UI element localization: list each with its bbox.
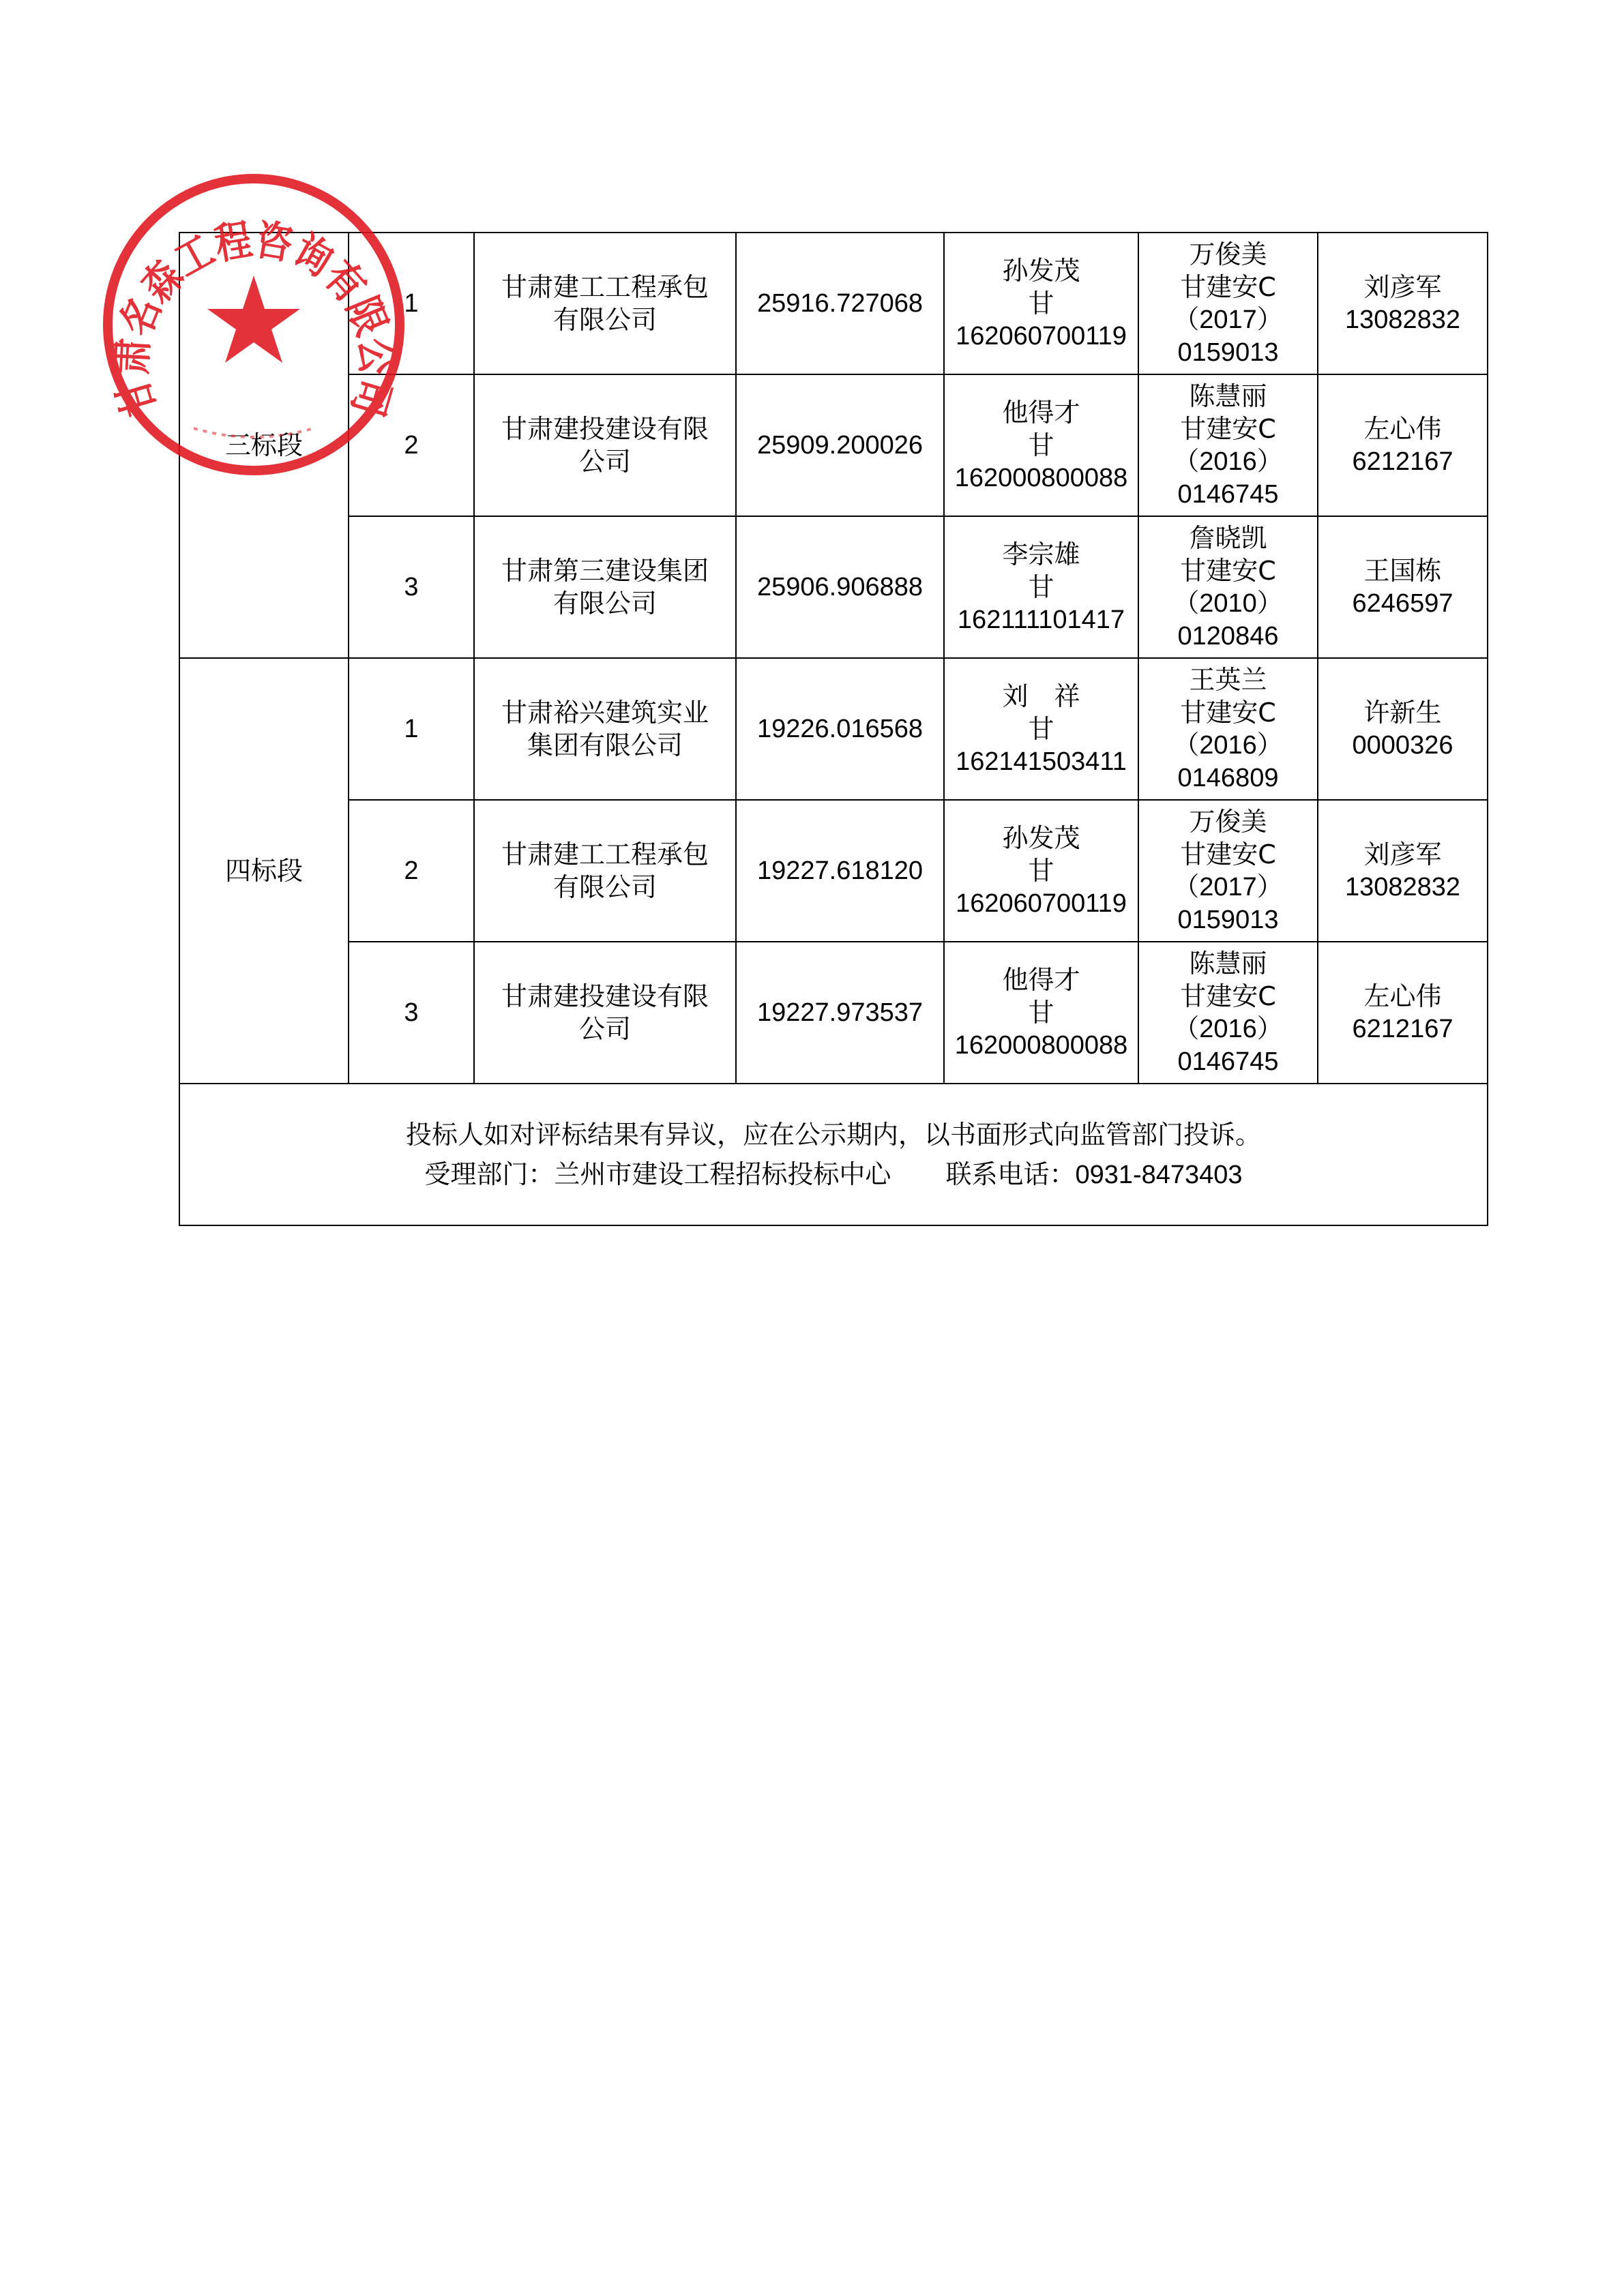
company-cell: 甘肃建投建设有限公司 [474, 374, 736, 516]
safety-officer-cell: 万俊美 甘建安C （2017） 0159013 [1138, 800, 1318, 942]
tech-lead-cell: 许新生 0000326 [1318, 658, 1488, 800]
company-seal-stamp [97, 168, 411, 481]
manager-cell: 孙发茂 甘 162060700119 [944, 233, 1138, 374]
company-cell: 甘肃建工工程承包有限公司 [474, 233, 736, 374]
seal-text: 甘肃名森工程咨询有限公司 [105, 213, 402, 428]
rank-cell: 2 [349, 800, 474, 942]
price-cell: 25916.727068 [736, 233, 944, 374]
manager-cell: 他得才 甘 162000800088 [944, 942, 1138, 1084]
section-label: 四标段 [179, 658, 349, 1084]
table-row [179, 516, 1488, 658]
rank-cell: 3 [349, 942, 474, 1084]
safety-officer-cell: 万俊美 甘建安C （2017） 0159013 [1138, 233, 1318, 374]
safety-officer-cell: 詹晓凯 甘建安C （2010） 0120846 [1138, 516, 1318, 658]
price-cell: 19227.973537 [736, 942, 944, 1084]
contact-line [184, 1154, 1483, 1195]
seal-bottom-mark [194, 428, 314, 437]
table-row [179, 658, 1488, 800]
tech-lead-cell: 左心伟 6212167 [1318, 942, 1488, 1084]
company-cell: 甘肃裕兴建筑实业集团有限公司 [474, 658, 736, 800]
tech-lead-cell: 左心伟 6212167 [1318, 374, 1488, 516]
company-cell: 甘肃建工工程承包有限公司 [474, 800, 736, 942]
tech-lead-cell: 刘彦军 13082832 [1318, 233, 1488, 374]
safety-officer-cell: 王英兰 甘建安C （2016） 0146809 [1138, 658, 1318, 800]
price-cell: 25909.200026 [736, 374, 944, 516]
rank-cell: 1 [349, 233, 474, 374]
star-icon [207, 275, 300, 363]
price-cell: 19227.618120 [736, 800, 944, 942]
price-cell: 19226.016568 [736, 658, 944, 800]
notice-row [179, 1084, 1488, 1225]
rank-cell: 3 [349, 516, 474, 658]
section-label: 三标段 [179, 233, 349, 658]
rank-cell: 2 [349, 374, 474, 516]
manager-cell: 刘 祥 甘 162141503411 [944, 658, 1138, 800]
contact-phone: 联系电话：0931-8473403 [945, 1160, 1243, 1189]
rank-cell: 1 [349, 658, 474, 800]
tech-lead-cell: 刘彦军 13082832 [1318, 800, 1488, 942]
safety-officer-cell: 陈慧丽 甘建安C （2016） 0146745 [1138, 942, 1318, 1084]
manager-cell: 李宗雄 甘 162111101417 [944, 516, 1138, 658]
company-cell: 甘肃第三建设集团有限公司 [474, 516, 736, 658]
table-row [179, 942, 1488, 1084]
tech-lead-cell: 王国栋 6246597 [1318, 516, 1488, 658]
safety-officer-cell: 陈慧丽 甘建安C （2016） 0146745 [1138, 374, 1318, 516]
complaint-notice [179, 1084, 1488, 1225]
company-cell: 甘肃建投建设有限公司 [474, 942, 736, 1084]
complaint-department: 受理部门：兰州市建设工程招标投标中心 [424, 1159, 891, 1189]
manager-cell: 孙发茂 甘 162060700119 [944, 800, 1138, 942]
table-row [179, 800, 1488, 942]
price-cell: 25906.906888 [736, 516, 944, 658]
manager-cell: 他得才 甘 162000800088 [944, 374, 1138, 516]
notice-text: 投标人如对评标结果有异议，应在公示期内，以书面形式向监管部门投诉。 [405, 1119, 1261, 1150]
